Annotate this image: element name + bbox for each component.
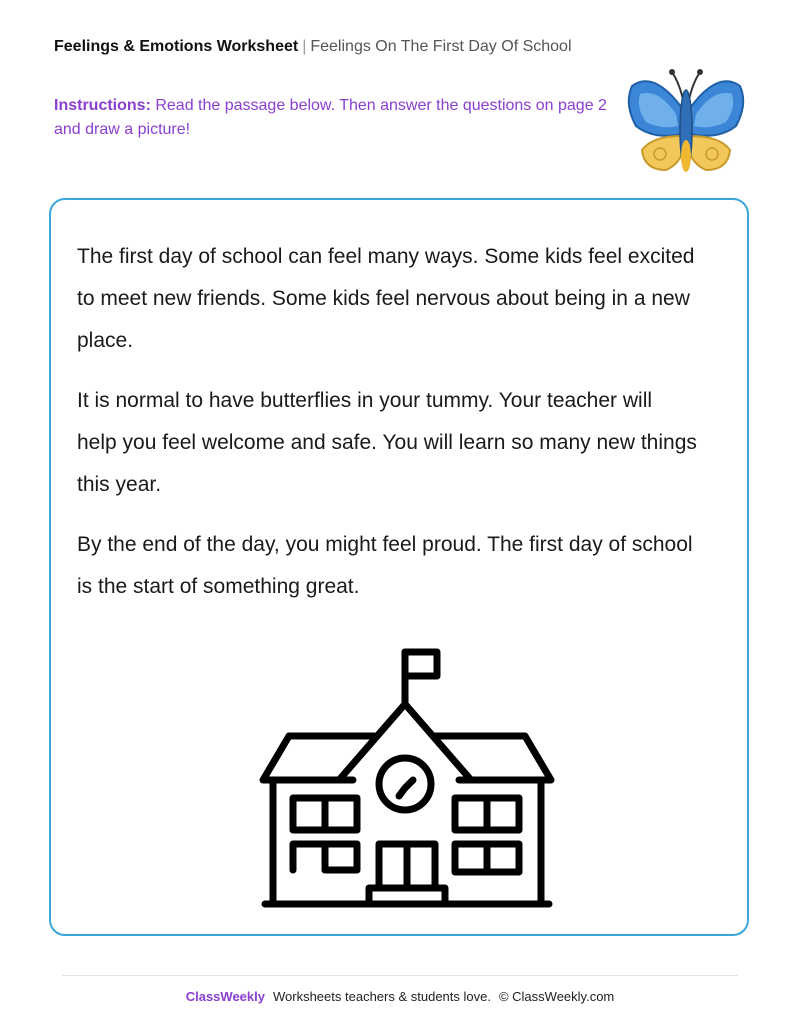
worksheet-subtitle: Feelings On The First Day Of School	[310, 38, 572, 55]
footer-tagline: Worksheets teachers & students love.	[272, 989, 491, 1004]
passage-paragraph-1: The first day of school can feel many ways. Some kids feel excited to meet new friends. Some kids feel nervous about being in a new place.	[77, 245, 695, 352]
header-separator: |	[302, 38, 307, 55]
worksheet-header	[54, 38, 572, 56]
reading-passage	[77, 236, 697, 626]
passage-paragraph-3: By the end of the day, you might feel proud. The first day of school is the start of something great.	[77, 533, 693, 598]
butterfly-icon	[624, 64, 748, 180]
footer-copyright: © ClassWeekly.com	[498, 989, 615, 1004]
school-building-icon	[257, 648, 557, 910]
footer	[0, 989, 800, 1004]
worksheet-title: Feelings & Emotions Worksheet	[54, 38, 299, 55]
instructions	[54, 94, 614, 142]
passage-paragraph-2: It is normal to have butterflies in your tummy. Your teacher will help you feel welcome and safe. You will learn so many new things this year.	[77, 389, 697, 496]
footer-divider	[62, 975, 738, 976]
passage-box	[49, 198, 749, 936]
instructions-text: Read the passage below. Then answer the questions on page 2 and draw a picture!	[54, 97, 607, 138]
footer-brand: ClassWeekly	[185, 989, 265, 1004]
instructions-label: Instructions:	[54, 97, 151, 114]
